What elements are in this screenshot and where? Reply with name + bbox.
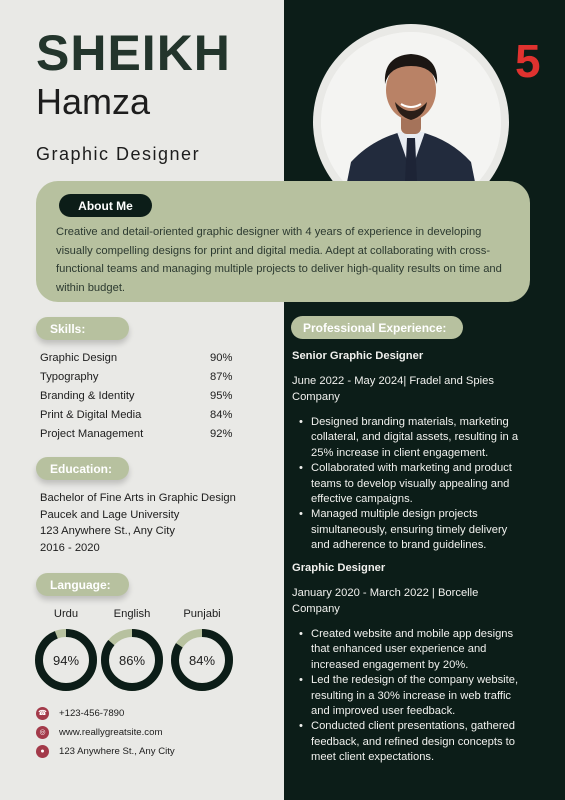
job-dates: January 2020 - March 2022 | Borcelle Company [292, 587, 479, 615]
language-name: English [113, 608, 151, 620]
language-level: 84% [188, 653, 216, 668]
language-ring [100, 628, 164, 692]
about-text: Creative and detail-oriented graphic designer with 4 years of experience in developing visually compelling designs for print and digital media. Adept at collaborating with cross-functional teams and managing multiple projects to deliver high-quality results on time and within budget. [56, 226, 502, 294]
language-ring [170, 628, 234, 692]
skill-name: Graphic Design [40, 351, 118, 364]
skill-row [40, 424, 240, 443]
skill-value: 92% [210, 427, 233, 440]
first-name: SHEIKH [36, 25, 231, 81]
job-entry [292, 562, 527, 766]
skills-list [40, 348, 240, 443]
job-bullets [292, 415, 527, 554]
page-number: 5 [515, 35, 541, 87]
last-name: Hamza [36, 81, 151, 122]
job-title: Graphic Designer [36, 144, 201, 164]
contact-phone [36, 705, 124, 721]
globe-icon: ◎ [36, 726, 49, 739]
job-role: Graphic Designer [292, 562, 386, 574]
skill-name: Typography [40, 370, 99, 383]
contact-phone-text: +123-456-7890 [59, 707, 125, 719]
education-address: 123 Anywhere St., Any City [40, 525, 175, 537]
skill-name: Print & Digital Media [40, 408, 142, 421]
job-bullet: • Collaborated with marketing and product teams to develop visually appealing and effective campaigns. [311, 461, 527, 507]
skill-name: Branding & Identity [40, 389, 135, 402]
education-years: 2016 - 2020 [40, 541, 100, 554]
language-level: 94% [52, 653, 80, 668]
language-heading: Language: [36, 573, 129, 596]
language-name: Urdu [53, 608, 79, 620]
experience-heading: Professional Experience: [291, 316, 463, 339]
contact-address [36, 743, 175, 759]
job-bullet: • Led the redesign of the company website, resulting in a 30% increase in web traffic and improved user feedback. [311, 673, 527, 719]
job-bullet: • Created website and mobile app designs that enhanced user experience and increased engagement by 20%. [311, 627, 527, 673]
job-bullet: • Conducted client presentations, gathered feedback, and refined design concepts to meet client expectations. [311, 719, 527, 765]
about-heading: About Me [59, 194, 152, 217]
language-ring [34, 628, 98, 692]
education-degree: Bachelor of Fine Arts in Graphic Design [40, 492, 236, 504]
job-role: Senior Graphic Designer [292, 350, 424, 362]
skill-row [40, 367, 240, 386]
language-level: 86% [118, 653, 146, 668]
skills-heading: Skills: [36, 317, 129, 340]
job-bullet: • Managed multiple design projects simultaneously, ensuring timely delivery and adherence to brand guidelines. [311, 507, 527, 553]
skill-value: 84% [210, 408, 233, 421]
location-pin-icon: ● [36, 745, 49, 758]
education-block [40, 490, 270, 556]
contact-address-text: 123 Anywhere St., Any City [59, 745, 175, 757]
skill-value: 90% [210, 351, 233, 364]
language-name: Punjabi [183, 608, 221, 620]
skill-value: 87% [210, 370, 233, 383]
skill-row [40, 386, 240, 405]
education-heading: Education: [36, 457, 129, 480]
job-bullets [292, 627, 527, 766]
job-dates: June 2022 - May 2024| Fradel and Spies Company [292, 375, 494, 403]
phone-icon: ☎ [36, 707, 49, 720]
job-bullet: • Designed branding materials, marketing collateral, and digital assets, resulting in a 25% increase in client engagement. [311, 415, 527, 461]
skill-row [40, 405, 240, 424]
skill-name: Project Management [40, 427, 144, 440]
education-school: Paucek and Lage University [40, 508, 180, 521]
contact-website-text: www.reallygreatsite.com [59, 726, 163, 738]
contact-website [36, 724, 162, 740]
skill-row [40, 348, 240, 367]
skill-value: 95% [210, 389, 233, 402]
job-entry [292, 350, 527, 554]
